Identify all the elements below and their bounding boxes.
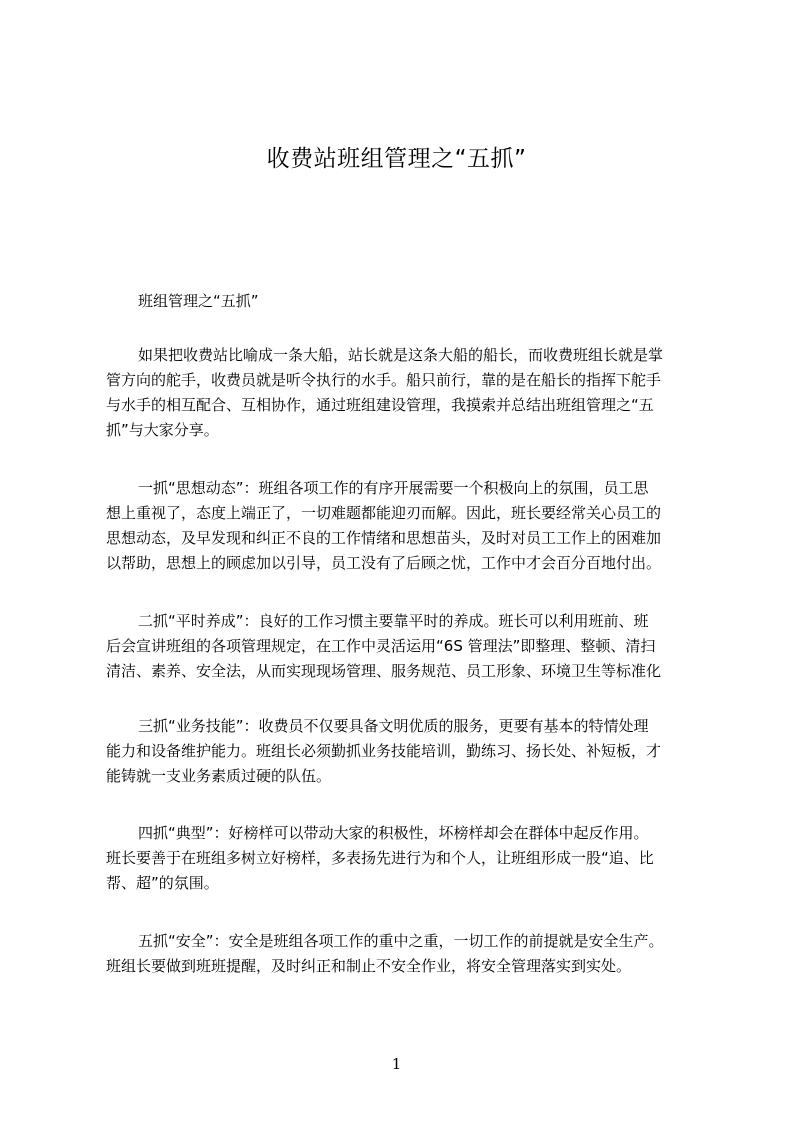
paragraph-line: 四抓“典型”：好榜样可以带动大家的积极性，坏榜样却会在群体中起反作用。	[138, 824, 649, 842]
paragraph-point-2	[106, 609, 701, 684]
paragraph-line: 想上重视了，态度上端正了，一切难题都能迎刃而解。因此，班长要经常关心员工的	[106, 504, 662, 522]
paragraph-line: 三抓“业务技能”：收费员不仅要具备文明优质的服务，更要有基本的特情处理	[138, 717, 649, 735]
paragraph-line: 以帮助，思想上的顾虑加以引导，员工没有了后顾之忧，工作中才会百分百地付出。	[106, 554, 662, 572]
paragraph-intro	[106, 343, 701, 443]
paragraph-line: 如果把收费站比喻成一条大船，站长就是这条大船的船长，而收费班组长就是掌	[138, 346, 664, 364]
page-number: 1	[391, 1055, 402, 1073]
paragraph-line: 帮、超”的氛围。	[106, 874, 219, 892]
page-title: 收费站班组管理之“五抓”	[266, 146, 527, 172]
paragraph-line: 抓”与大家分享。	[106, 421, 219, 439]
paragraph-line: 五抓“安全”：安全是班组各项工作的重中之重，一切工作的前提就是安全生产。	[138, 932, 664, 950]
paragraph-line: 一抓“思想动态”：班组各项工作的有序开展需要一个积极向上的氛围，员工思	[138, 479, 649, 497]
paragraph-line: 管方向的舵手，收费员就是听令执行的水手。船只前行，靠的是在船长的指挥下舵手	[106, 371, 662, 389]
paragraph-line: 能力和设备维护能力。班组长必须勤抓业务技能培训，勤练习、扬长处、补短板，才	[106, 742, 662, 760]
paragraph-line: 清洁、素养、安全法，从而实现现场管理、服务规范、员工形象、环境卫生等标准化	[106, 662, 662, 680]
paragraph-line: 与水手的相互配合、互相协作，通过班组建设管理，我摸索并总结出班组管理之“五	[106, 396, 654, 414]
section-heading: 班组管理之“五抓”	[138, 292, 259, 310]
paragraph-line: 二抓“平时养成”：良好的工作习惯主要靠平时的养成。班长可以利用班前、班	[138, 612, 649, 630]
paragraph-point-4	[106, 821, 701, 896]
paragraph-line: 班组长要做到班班提醒，及时纠正和制止不安全作业，将安全管理落实到实处。	[106, 957, 632, 975]
paragraph-line: 班长要善于在班组多树立好榜样，多表扬先进行为和个人，让班组形成一股“追、比	[106, 849, 654, 867]
paragraph-point-3	[106, 714, 701, 789]
paragraph-line: 能铸就一支业务素质过硬的队伍。	[106, 767, 332, 785]
paragraph-line: 思想动态，及早发现和纠正不良的工作情绪和思想苗头，及时对员工工作上的困难加	[106, 529, 662, 547]
paragraph-point-5	[106, 929, 701, 979]
paragraph-line: 后会宣讲班组的各项管理规定，在工作中灵活运用“6S 管理法”即整理、整顿、清扫	[106, 637, 656, 655]
paragraph-point-1	[106, 476, 701, 576]
